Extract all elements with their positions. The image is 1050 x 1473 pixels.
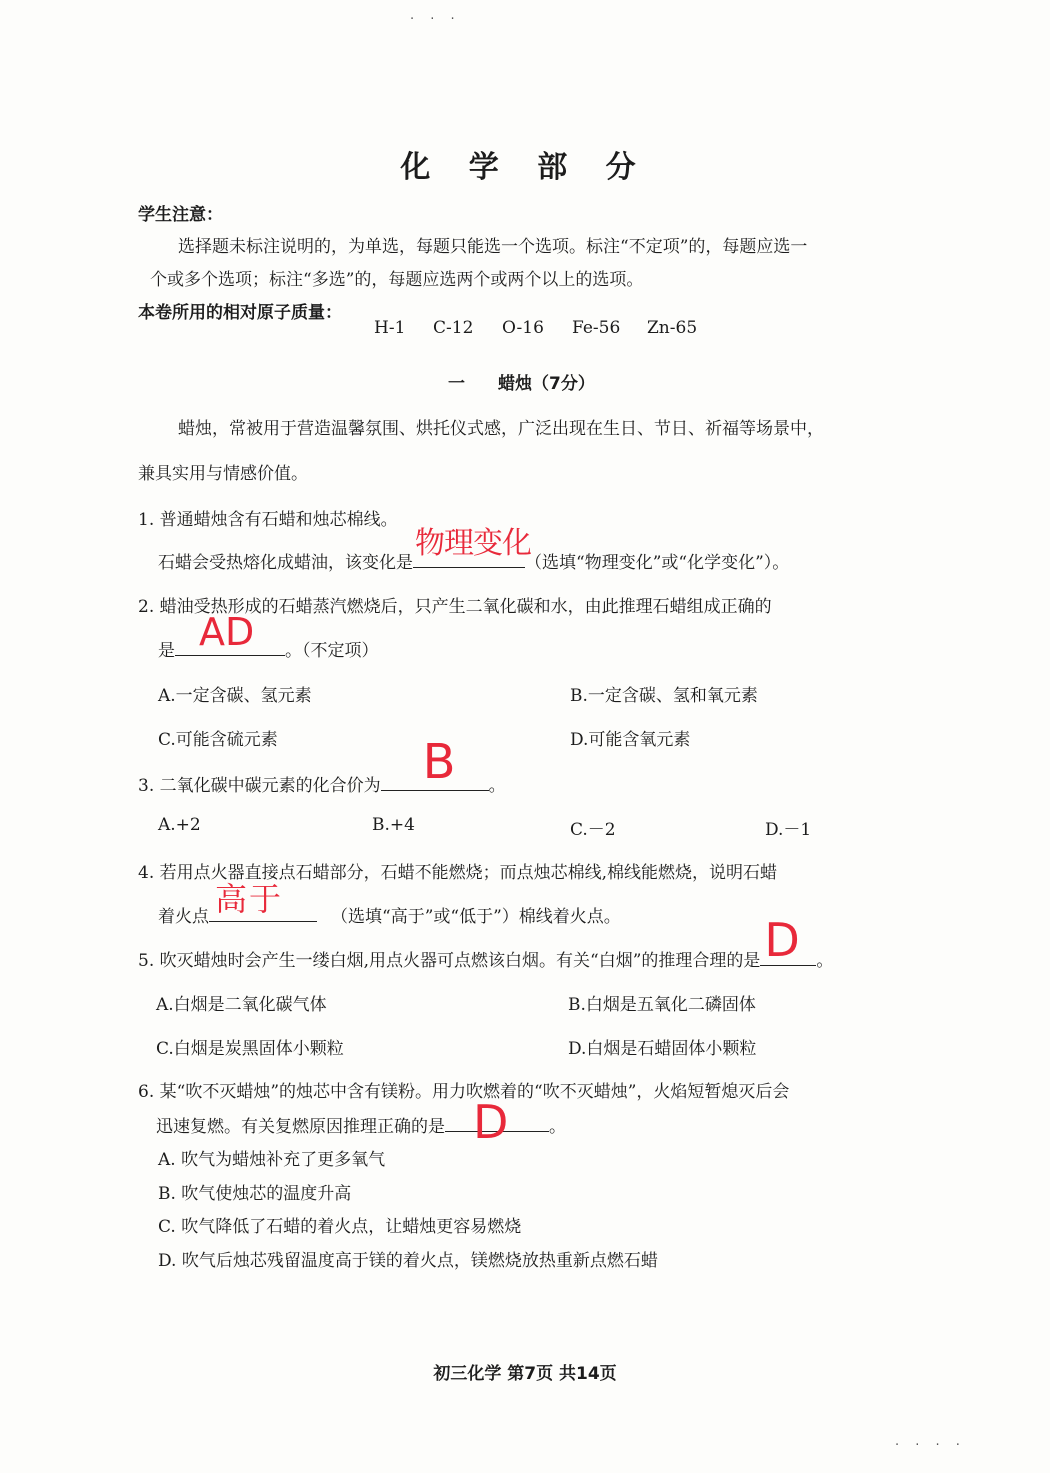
- q6-option-c: C. 吹气降低了石蜡的着火点，让蜡烛更容易燃烧: [158, 1217, 522, 1237]
- q6-post: 。: [549, 1117, 566, 1137]
- notice-heading: 学生注意：: [138, 205, 223, 225]
- q3-option-a: A.+2: [158, 815, 201, 835]
- q6-option-b: B. 吹气使烛芯的温度升高: [158, 1184, 352, 1204]
- q4-line-2: [158, 880, 621, 927]
- q2-answer-blank[interactable]: [175, 610, 285, 656]
- q6-option-a: A. 吹气为蜡烛补充了更多氧气: [158, 1150, 386, 1170]
- q6-handwritten-answer: D: [473, 1095, 509, 1150]
- q6-line-2: [156, 1095, 566, 1150]
- q1-answer-blank[interactable]: [413, 526, 531, 568]
- q4-stem: 4. 若用点火器直接点石蜡部分，石蜡不能燃烧；而点烛芯棉线,棉线能燃烧，说明石蜡: [138, 863, 778, 883]
- q5-option-d: D.白烟是石蜡固体小颗粒: [568, 1039, 757, 1059]
- q3-pre: 3. 二氧化碳中碳元素的化合价为: [138, 776, 381, 796]
- q1-stem: 1. 普通蜡烛含有石蜡和烛芯棉线。: [138, 510, 398, 530]
- q1-handwritten-answer: 物理变化: [415, 526, 531, 562]
- q5-option-c: C.白烟是炭黑固体小颗粒: [156, 1039, 344, 1059]
- q1-post: （选填“物理变化”或“化学变化”）。: [525, 553, 790, 573]
- q2-option-d: D.可能含氧元素: [570, 730, 691, 750]
- q3-answer-blank[interactable]: [381, 734, 489, 791]
- atomic-mass: Zn-65: [647, 318, 698, 338]
- atomic-masses: [138, 298, 698, 338]
- atomic-mass: Fe-56: [572, 318, 621, 338]
- q3-option-b: B.+4: [372, 815, 415, 835]
- section-intro-1: 蜡烛，常被用于营造温馨氛围、烘托仪式感，广泛出现在生日、节日、祈福等场景中，: [178, 419, 824, 439]
- q5-answer-blank[interactable]: [760, 913, 816, 968]
- section-intro-2: 兼具实用与情感价值。: [138, 464, 308, 484]
- q2-handwritten-answer: AD: [199, 610, 255, 655]
- q2-stem: 2. 蜡油受热形成的石蜡蒸汽燃烧后，只产生二氧化碳和水，由此推理石蜡组成正确的: [138, 597, 772, 617]
- q2-option-c: C.可能含硫元素: [158, 730, 278, 750]
- q4-pre: 着火点: [158, 907, 209, 927]
- q2-line-2: [158, 610, 379, 661]
- atomic-mass: O-16: [502, 318, 544, 338]
- q2-option-b: B.一定含碳、氢和氧元素: [570, 686, 758, 706]
- notice-line-2: 个或多个选项；标注“多选”的，每题应选两个或两个以上的选项。: [150, 270, 644, 290]
- q5-option-a: A.白烟是二氧化碳气体: [156, 995, 327, 1015]
- q3-option-c: C.－2: [570, 820, 616, 840]
- q5-pre: 5. 吹灭蜡烛时会产生一缕白烟,用点火器可点燃该白烟。有关“白烟”的推理合理的是: [138, 951, 761, 971]
- q6-answer-blank[interactable]: [445, 1095, 549, 1150]
- atomic-label: 本卷所用的相对原子质量：: [138, 303, 342, 323]
- scan-artifact-bottom: · · · ·: [895, 1438, 966, 1453]
- section-heading: 蜡烛（7分）: [498, 374, 595, 394]
- q6-stem: 6. 某“吹不灭蜡烛”的烛芯中含有镁粉。用力吹燃着的“吹不灭蜡烛”，火焰短暂熄灭后会: [138, 1082, 790, 1102]
- notice-line-1: 选择题未标注说明的，为单选，每题只能选一个选项。标注“不定项”的，每题应选一: [178, 237, 808, 257]
- page-title: 化 学 部 分: [400, 150, 650, 185]
- q5-handwritten-answer: D: [764, 913, 800, 968]
- q4-handwritten-answer: 高于: [215, 880, 284, 919]
- q1-pre: 石蜡会受热熔化成蜡油，该变化是: [158, 553, 413, 573]
- q4-answer-blank[interactable]: [209, 880, 317, 922]
- q6-pre: 迅速复燃。有关复燃原因推理正确的是: [156, 1117, 445, 1137]
- q2-post: 。（不定项）: [285, 641, 379, 661]
- q2-pre: 是: [158, 641, 175, 661]
- q3-option-d: D.－1: [765, 820, 812, 840]
- atomic-mass: C-12: [433, 318, 474, 338]
- q4-post: （选填“高于”或“低于”）棉线着火点。: [331, 907, 621, 927]
- atomic-mass: H-1: [374, 318, 406, 338]
- q2-option-a: A.一定含碳、氢元素: [158, 686, 312, 706]
- section-number: 一: [448, 374, 465, 394]
- q5-option-b: B.白烟是五氧化二磷固体: [568, 995, 756, 1015]
- q5-post: 。: [816, 951, 834, 971]
- page-footer: 初三化学 第7页 共14页: [433, 1364, 617, 1384]
- q1-line-2: [158, 526, 790, 573]
- scan-artifact-top: · · ·: [410, 12, 461, 27]
- q3-handwritten-answer: B: [422, 734, 456, 791]
- q3-post: 。: [488, 776, 506, 796]
- q6-option-d: D. 吹气后烛芯残留温度高于镁的着火点，镁燃烧放热重新点燃石蜡: [158, 1251, 658, 1271]
